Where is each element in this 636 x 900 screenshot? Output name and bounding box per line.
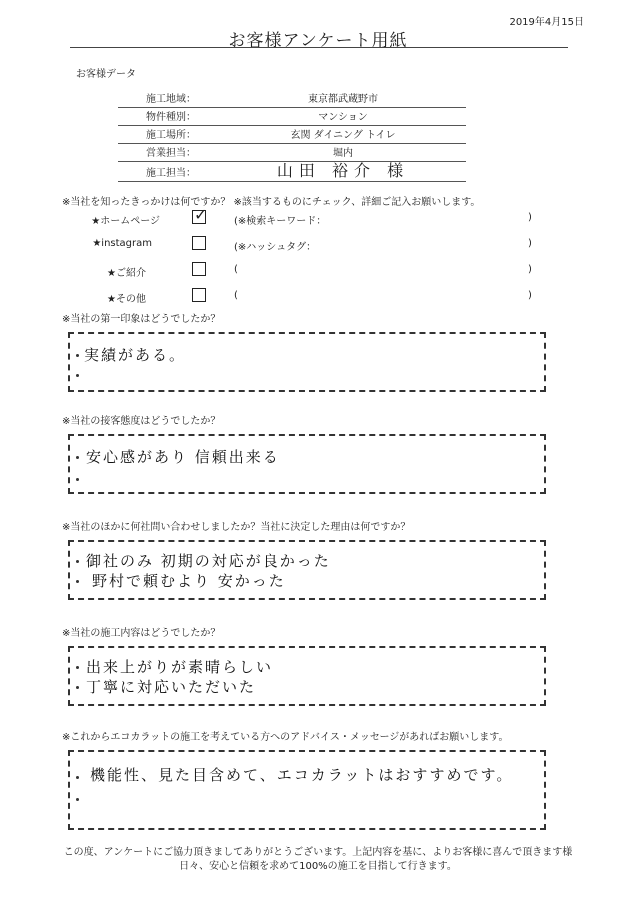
info-label: 物件種別： <box>146 112 196 123</box>
info-value: 東京都武蔵野市 <box>308 94 378 105</box>
bullet-dot <box>76 354 79 357</box>
info-row-installer <box>118 162 466 182</box>
question-customer-service: ※当社の接客態度はどうでしたか？ <box>62 416 221 427</box>
option-label-homepage: ★ホームページ <box>91 216 160 227</box>
checkbox-referral[interactable] <box>192 262 206 276</box>
paren-close: ) <box>528 238 532 249</box>
paren-close: ) <box>528 290 532 301</box>
question-first-impression: ※当社の第一印象はどうでしたか？ <box>62 314 221 325</box>
option-detail-instagram: (※ハッシュタグ： <box>234 242 317 253</box>
answer-text: 丁寧に対応いただいた <box>86 678 257 696</box>
answer-box-other-companies[interactable] <box>68 540 546 600</box>
bullet-dot <box>76 798 79 801</box>
bullet-dot <box>76 374 79 377</box>
info-value: マンション <box>318 112 368 123</box>
info-row-property-type <box>118 108 466 126</box>
info-label: 施工担当： <box>146 168 196 179</box>
option-label-instagram: ★instagram <box>92 238 152 249</box>
info-label: 施工場所： <box>146 130 196 141</box>
title-divider <box>70 47 568 48</box>
answer-text: 実績がある。 <box>84 346 187 364</box>
bullet-dot <box>76 686 79 689</box>
info-label: 施工地域： <box>146 94 196 105</box>
bullet-dot <box>76 580 79 583</box>
info-label: 営業担当： <box>146 148 196 159</box>
footer-message-line1: この度、アンケートにご協力頂きましてありがとうございます。上記内容を基に、よりお客様に喜んで頂きます様 <box>63 847 573 858</box>
option-detail-referral: ( <box>234 264 238 275</box>
checkbox-homepage[interactable] <box>192 205 208 224</box>
answer-text: 機能性、見た目含めて、エコカラットはおすすめです。 <box>90 766 514 784</box>
answer-text: 出来上がりが素晴らしい <box>86 658 274 676</box>
question-advice-message: ※これからエコカラットの施工を考えている方へのアドバイス・メッセージがあればお願いします。 <box>62 732 509 743</box>
answer-text: 野村で頼むより 安かった <box>92 572 286 590</box>
survey-date: 2019年4月15日 <box>509 17 584 28</box>
bullet-dot <box>76 666 79 669</box>
page-title: お客様アンケート用紙 <box>228 31 408 51</box>
question-work-quality: ※当社の施工内容はどうでしたか？ <box>62 628 221 639</box>
info-row-location <box>118 126 466 144</box>
info-value: 堀内 <box>333 148 353 159</box>
bullet-dot <box>76 456 79 459</box>
checkbox-instagram[interactable] <box>192 236 206 250</box>
checkbox-other[interactable] <box>192 288 206 302</box>
bullet-dot <box>76 478 79 481</box>
option-label-referral: ★ご紹介 <box>107 268 146 279</box>
option-label-other: ★その他 <box>107 294 146 305</box>
option-detail-other: ( <box>234 290 238 301</box>
paren-close: ) <box>528 212 532 223</box>
info-value: 玄関 ダイニング トイレ <box>290 130 396 141</box>
bullet-dot <box>76 776 79 779</box>
bullet-dot <box>76 560 79 563</box>
check-mark-icon: ✓ <box>194 205 208 224</box>
answer-box-customer-service[interactable] <box>68 434 546 494</box>
footer-message-line2: 日々、安心と信頼を求めて100%の施工を目指して行きます。 <box>179 861 457 872</box>
answer-box-advice-message[interactable] <box>68 750 546 830</box>
info-value-handwritten: 山田 裕介 様 <box>276 161 410 180</box>
customer-data-heading: お客様データ <box>76 69 136 80</box>
answer-text: 御社のみ 初期の対応が良かった <box>86 552 331 570</box>
info-row-area <box>118 90 466 108</box>
paren-close: ) <box>528 264 532 275</box>
option-detail-homepage: (※検索キーワード： <box>234 216 327 227</box>
question-how-found: ※当社を知ったきっかけは何ですか？ ※該当するものにチェック、詳細ご記入お願いします。 <box>62 197 481 208</box>
answer-box-work-quality[interactable] <box>68 646 546 706</box>
question-other-companies: ※当社のほかに何社問い合わせしましたか？当社に決定した理由は何ですか？ <box>62 522 411 533</box>
answer-box-first-impression[interactable] <box>68 332 546 392</box>
answer-text: 安心感があり 信頼出来る <box>86 448 280 466</box>
